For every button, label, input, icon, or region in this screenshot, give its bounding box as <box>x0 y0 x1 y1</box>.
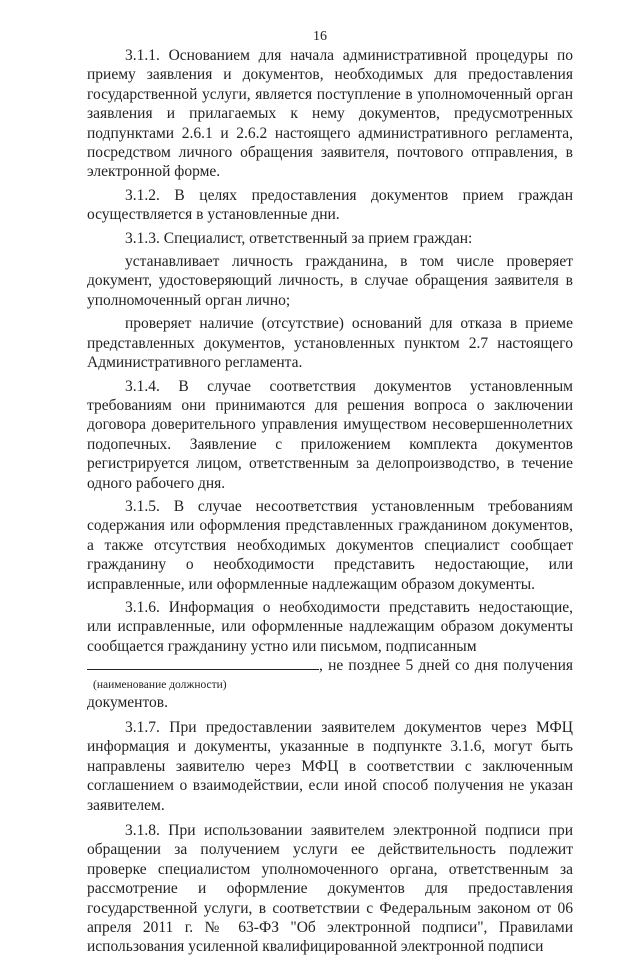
paragraph-3-1-6 <box>87 598 573 712</box>
position-blank-field <box>87 656 319 670</box>
paragraph-3-1-8: 3.1.8. При использовании заявителем электронной подписи при обращении за получением услуги ее действительность подлежит проверке специалистом уполномоченного органа, ответственным за рассмотрение и оформление документов для предоставления государственной услуги, в соответствии с Федеральным законом от 06 апреля 2011 г. № 63-ФЗ "Об электронной подписи", Правилами использования усиленной квалифицированной электронной подписи <box>87 822 573 956</box>
position-caption: (наименование должности) <box>93 678 227 691</box>
paragraph-3-1-5: 3.1.5. В случае несоответствия установленным требованиям содержания или оформления представленных гражданином документов, а также отсутствия необходимых документов специалист сообщает гражданину о необходимости представить недостающие, или исправленные, или оформленные надлежащим образом документы. <box>87 497 573 593</box>
deadline-text: , не позднее 5 дней со дня получения <box>319 657 573 675</box>
signature-line <box>87 656 573 675</box>
paragraph-grounds-check: проверяет наличие (отсутствие) оснований для отказа в приеме представленных документов, установленных пунктом 2.7 настоящего Административного регламента. <box>87 315 573 372</box>
paragraph-3-1-4: 3.1.4. В случае соответствия документов установленным требованиям они принимаются для решения вопроса о заключении договора доверительного управления имуществом несовершеннолетних подопечных. Заявление с приложением комплекта документов регистрируется лицом, ответственным за делопроизводство, в течение одного рабочего дня. <box>87 377 573 492</box>
paragraph-3-1-6-text: 3.1.6. Информация о необходимости представить недостающие, или исправленные, или оформленные надлежащим образом документы сообщается гражданину устно или письмом, подписанным <box>87 598 573 655</box>
paragraph-3-1-1: 3.1.1. Основанием для начала административной процедуры по приему заявления и документов, необходимых для предоставления государственной услуги, является поступление в уполномоченный орган заявления и прилагаемых к нему документов, предусмотренных подпунктами 2.6.1 и 2.6.2 настоящего административного регламента, посредством личного обращения заявителя, почтового отправления, в электронной форме. <box>87 47 573 181</box>
paragraph-3-1-3: 3.1.3. Специалист, ответственный за прием граждан: <box>125 229 473 247</box>
paragraph-identity-check: устанавливает личность гражданина, в том числе проверяет документ, удостоверяющий личность, в случае обращения заявителя в уполномоченный орган лично; <box>87 253 573 309</box>
page-number: 16 <box>313 29 327 44</box>
document-body <box>87 46 573 961</box>
paragraph-3-1-2: 3.1.2. В целях предоставления документов прием граждан осуществляется в установленные дни. <box>87 186 573 224</box>
paragraph-3-1-6-end: документов. <box>87 693 168 711</box>
paragraph-3-1-7: 3.1.7. При предоставлении заявителем документов через МФЦ информация и документы, указанные в подпункте 3.1.6, могут быть направлены заявителю через МФЦ в соответствии с заключенным соглашением о взаимодействии, если иной способ получения не указан заявителем. <box>87 719 573 814</box>
